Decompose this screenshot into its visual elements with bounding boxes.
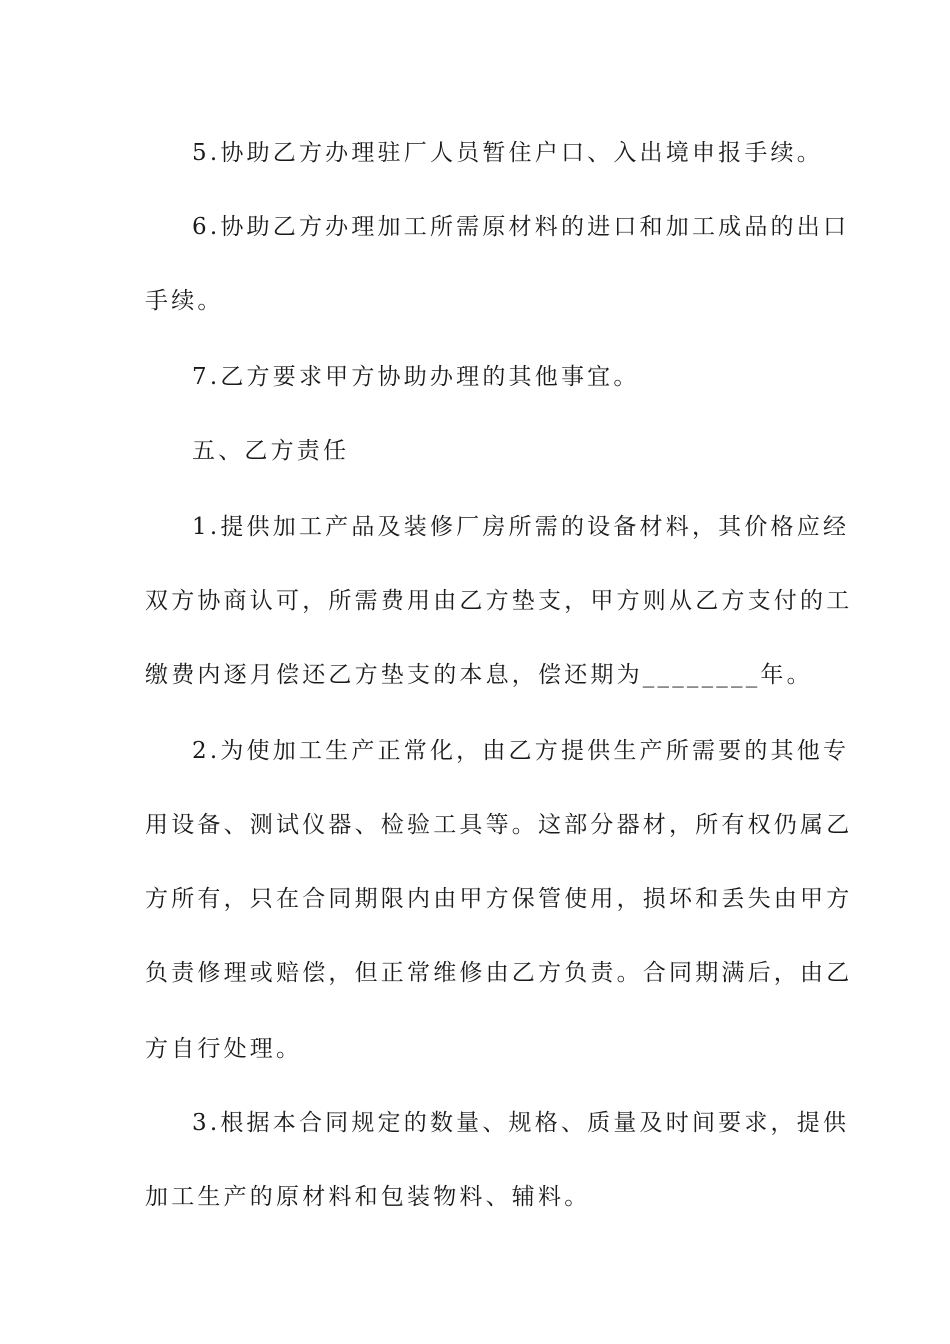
clause-5-3-line-1: 3.根据本合同规定的数量、规格、质量及时间要求，提供 — [192, 1110, 850, 1136]
clause-5-2-line-4: 负责修理或赔偿，但正常维修由乙方负责。合同期满后，由乙 — [145, 960, 853, 986]
clause-4-5: 5.协助乙方办理驻厂人员暂住户口、入出境申报手续。 — [192, 140, 823, 166]
clause-5-2-line-1: 2.为使加工生产正常化，由乙方提供生产所需要的其他专 — [192, 738, 850, 764]
section-heading-5: 五、乙方责任 — [192, 438, 350, 464]
clause-5-1-line-2: 双方协商认可，所需费用由乙方垫支，甲方则从乙方支付的工 — [145, 588, 853, 614]
clause-5-3-line-2: 加工生产的原材料和包装物料、辅料。 — [145, 1184, 591, 1210]
clause-5-2-line-3: 方所有，只在合同期限内由甲方保管使用，损坏和丢失由甲方 — [145, 886, 853, 912]
clause-5-1-line-3: 缴费内逐月偿还乙方垫支的本息，偿还期为________年。 — [145, 662, 813, 688]
clause-4-6-line-2: 手续。 — [145, 288, 224, 314]
clause-4-7: 7.乙方要求甲方协助办理的其他事宜。 — [192, 364, 640, 390]
clause-4-6-line-1: 6.协助乙方办理加工所需原材料的进口和加工成品的出口 — [192, 214, 850, 240]
clause-5-2-line-5: 方自行处理。 — [145, 1036, 303, 1062]
clause-5-2-line-2: 用设备、测试仪器、检验工具等。这部分器材，所有权仍属乙 — [145, 812, 853, 838]
clause-5-1-line-1: 1.提供加工产品及装修厂房所需的设备材料，其价格应经 — [192, 514, 850, 540]
